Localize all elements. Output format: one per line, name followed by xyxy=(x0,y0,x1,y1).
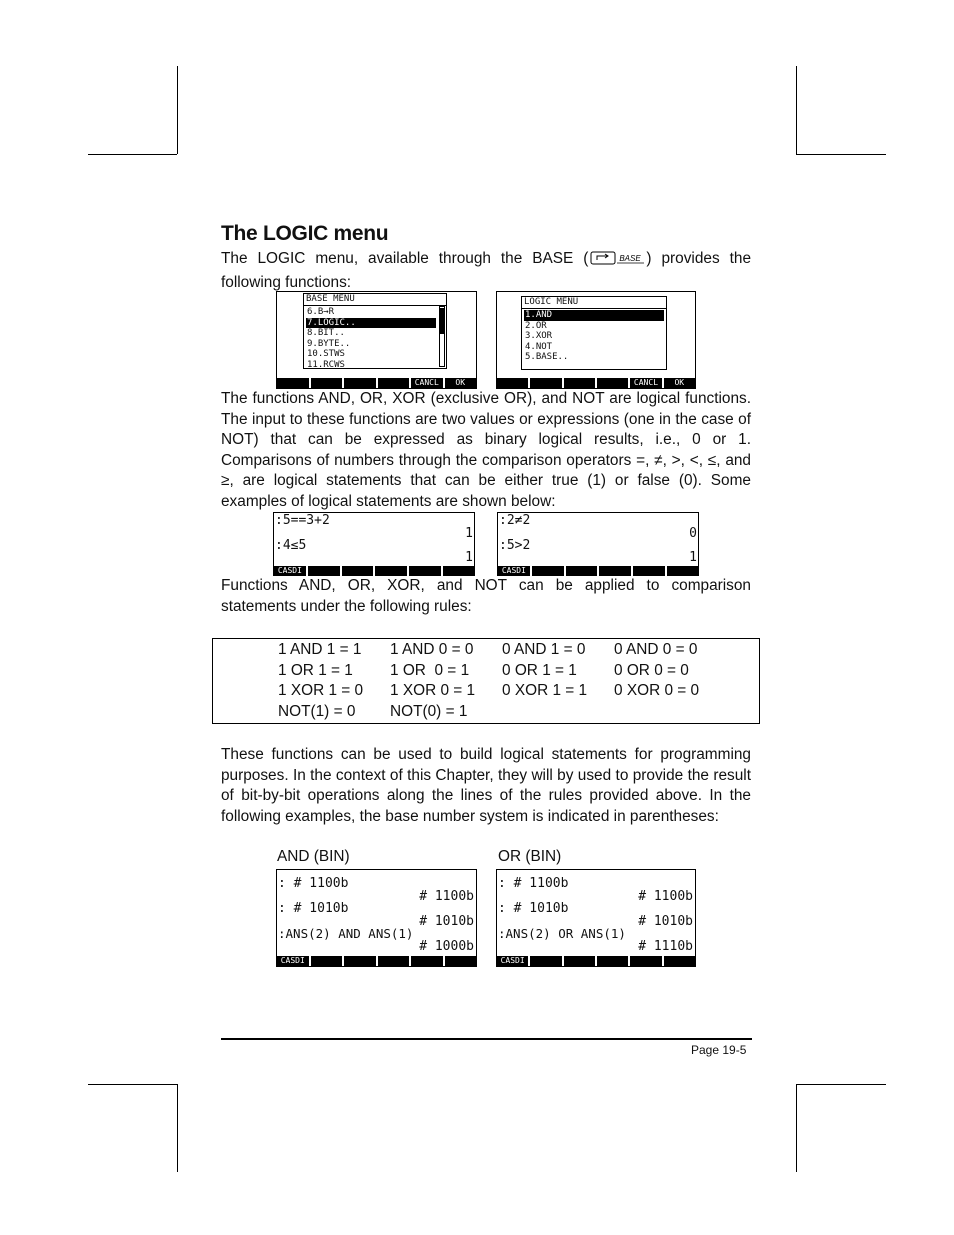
stack-result: # 1000b xyxy=(419,939,474,954)
crop-mark xyxy=(177,1084,178,1172)
softkey[interactable] xyxy=(409,566,443,576)
stack-input: :ANS(2) AND ANS(1) xyxy=(278,926,414,941)
section-heading: The LOGIC menu xyxy=(221,222,389,245)
stack-result: 1 xyxy=(465,526,473,541)
paragraph-text: These functions can be used to build logical statements for programming purposes. In the context of this Chapter, they will by used to provide the result of bit-by-bit operations along the lines of the rules provided above. In the following examples, the base number system is indicated in parentheses: xyxy=(221,746,751,825)
cancel-softkey[interactable]: CANCL xyxy=(630,378,663,388)
softkey[interactable] xyxy=(630,956,663,966)
stack-input: :ANS(2) OR ANS(1) xyxy=(498,926,626,941)
logic-menu-title: LOGIC MENU xyxy=(524,297,579,307)
softkey[interactable] xyxy=(411,956,445,966)
stack-result: # 1110b xyxy=(638,939,693,954)
softkey[interactable] xyxy=(378,956,412,966)
base-key-icon xyxy=(588,250,646,273)
stack-input: :5==3+2 xyxy=(275,513,330,528)
base-menu-title: BASE MENU xyxy=(306,294,355,304)
rule-cell: 0 OR 1 = 1 xyxy=(502,661,577,679)
softkey[interactable] xyxy=(311,378,345,388)
stack-input: : # 1100b xyxy=(278,876,349,891)
rule-cell: 0 XOR 0 = 0 xyxy=(614,682,700,700)
crop-mark xyxy=(796,1084,886,1085)
rule-cell: NOT(1) = 0 xyxy=(278,702,356,720)
casdir-softkey[interactable]: CASDI xyxy=(277,956,311,966)
or-example-caption: OR (BIN) xyxy=(498,848,562,865)
logic-menu-list xyxy=(524,310,664,363)
stack-input: : # 1100b xyxy=(498,876,569,891)
softkey[interactable] xyxy=(344,378,378,388)
crop-mark xyxy=(88,154,177,155)
stack-input: : # 1010b xyxy=(498,901,569,916)
base-key-label: BASE xyxy=(619,254,642,263)
softkey[interactable] xyxy=(375,566,409,576)
softkey[interactable] xyxy=(633,566,667,576)
stack-result: # 1100b xyxy=(419,889,474,904)
stack-result: # 1010b xyxy=(419,914,474,929)
page-number: Page 19-5 xyxy=(691,1043,747,1057)
scrollbar[interactable] xyxy=(439,306,445,367)
and-example-screen xyxy=(276,869,477,967)
rule-cell: 0 XOR 1 = 1 xyxy=(502,682,588,700)
menu-item[interactable]: 6.B→R xyxy=(307,307,335,317)
softkey[interactable] xyxy=(530,378,563,388)
casdir-softkey[interactable]: CASDI xyxy=(497,956,530,966)
examples-intro-paragraph xyxy=(221,745,751,827)
ok-softkey[interactable]: OK xyxy=(674,378,685,387)
rule-cell: 1 XOR 0 = 1 xyxy=(390,682,476,700)
rules-row xyxy=(278,702,614,723)
softkey[interactable] xyxy=(445,956,477,966)
rule-cell: 1 OR 1 = 1 xyxy=(278,661,353,679)
softkey[interactable] xyxy=(342,566,376,576)
softkey[interactable] xyxy=(667,566,699,576)
paragraph-text: The functions AND, OR, XOR (exclusive OR), and NOT are logical functions. The input to these functions are two values or expressions (one in the case of NOT) that can be expressed as binary logical results, i.e., 0 or 1. Comparisons of numbers through the comparison operators =, ≠, >, <, ≤, and ≥, are logical statements that can be either true (1) or false (0). Some examples of logical statements are shown below: xyxy=(221,390,751,510)
softkey[interactable] xyxy=(344,956,378,966)
softkey-bar xyxy=(498,566,699,576)
menu-item[interactable]: 4.NOT xyxy=(525,341,553,352)
rule-cell: NOT(0) = 1 xyxy=(390,702,468,720)
menu-divider xyxy=(304,305,446,306)
softkey-bar xyxy=(274,566,475,576)
logic-menu-screen xyxy=(496,291,696,389)
or-example-screen xyxy=(496,869,696,967)
stack-input: : # 1010b xyxy=(278,901,349,916)
stack-input: :2≠2 xyxy=(499,513,531,528)
stack-result: 1 xyxy=(465,550,473,565)
softkey-bar xyxy=(497,378,695,388)
rules-row xyxy=(278,681,699,702)
stack-result: # 1100b xyxy=(638,889,693,904)
menu-item-selected[interactable]: 1.AND xyxy=(524,310,664,321)
softkey-bar xyxy=(277,956,476,966)
stack-result: 0 xyxy=(689,526,697,541)
rule-cell: 1 OR 0 = 1 xyxy=(390,661,470,679)
menu-item[interactable]: 2.OR xyxy=(525,320,547,331)
softkey[interactable] xyxy=(566,566,600,576)
ok-softkey[interactable]: OK xyxy=(455,378,466,387)
softkey[interactable] xyxy=(564,378,597,388)
and-example-caption: AND (BIN) xyxy=(277,848,350,865)
stack-input: :4≤5 xyxy=(275,538,307,553)
crop-mark xyxy=(796,66,797,154)
intro-text-end: ) provides the following functions: xyxy=(221,250,752,291)
menu-item[interactable]: 10.STWS xyxy=(307,349,345,360)
stack-input: :5>2 xyxy=(499,538,531,553)
base-menu-frame xyxy=(303,293,447,369)
softkey-bar xyxy=(497,956,695,966)
footer-rule xyxy=(221,1038,752,1040)
menu-item[interactable]: 5.BASE.. xyxy=(525,352,569,363)
menu-item-selected[interactable]: 7.LOGIC.. xyxy=(306,318,436,329)
softkey-bar xyxy=(277,378,476,388)
softkey[interactable] xyxy=(497,378,530,388)
softkey[interactable] xyxy=(378,378,412,388)
base-menu-screen xyxy=(276,291,477,389)
casdir-softkey[interactable]: CASDI xyxy=(274,566,308,576)
crop-mark xyxy=(796,154,886,155)
softkey[interactable] xyxy=(597,378,630,388)
logic-rules-table xyxy=(212,638,760,724)
menu-item[interactable]: 9.BYTE.. xyxy=(307,338,351,349)
softkey[interactable] xyxy=(564,956,597,966)
menu-item[interactable]: 8.BIT.. xyxy=(307,328,345,339)
cancel-softkey[interactable]: CANCL xyxy=(411,378,445,388)
paragraph-text: Functions AND, OR, XOR, and NOT can be applied to comparison statements under the following rules: xyxy=(221,577,751,615)
rule-cell: 0 OR 0 = 0 xyxy=(614,661,689,679)
rule-cell: 1 XOR 1 = 0 xyxy=(278,682,364,700)
intro-paragraph xyxy=(221,249,751,293)
rules-row xyxy=(278,640,697,661)
softkey[interactable] xyxy=(599,566,633,576)
menu-item[interactable]: 11.RCWS xyxy=(307,359,345,370)
casdir-softkey[interactable]: CASDI xyxy=(498,566,532,576)
rule-cell: 0 AND 1 = 0 xyxy=(502,641,586,658)
menu-item[interactable]: 3.XOR xyxy=(525,331,553,342)
comparison-screen-right xyxy=(497,512,699,576)
softkey[interactable] xyxy=(308,566,342,576)
rule-cell: 1 AND 1 = 1 xyxy=(278,641,362,658)
stack-result: 1 xyxy=(689,550,697,565)
rule-cell: 1 AND 0 = 0 xyxy=(390,641,474,658)
crop-mark xyxy=(796,1084,797,1172)
intro-text-start: The LOGIC menu, available through the BASE ( xyxy=(221,250,589,267)
softkey[interactable] xyxy=(530,956,563,966)
rules-row xyxy=(278,661,689,682)
softkey[interactable] xyxy=(664,956,695,966)
crop-mark xyxy=(88,1084,177,1085)
stack-result: # 1010b xyxy=(638,914,693,929)
menu-divider xyxy=(522,308,666,309)
softkey[interactable] xyxy=(311,956,345,966)
softkey[interactable] xyxy=(443,566,475,576)
softkey[interactable] xyxy=(277,378,311,388)
logical-functions-paragraph xyxy=(221,389,751,513)
rules-intro-paragraph xyxy=(221,576,751,617)
rule-cell: 0 AND 0 = 0 xyxy=(614,641,698,658)
softkey[interactable] xyxy=(532,566,566,576)
scrollbar-thumb[interactable] xyxy=(440,308,444,334)
logic-menu-frame xyxy=(521,296,667,370)
base-menu-list xyxy=(306,307,436,371)
crop-mark xyxy=(177,66,178,154)
softkey[interactable] xyxy=(597,956,630,966)
comparison-screen-left xyxy=(273,512,475,576)
